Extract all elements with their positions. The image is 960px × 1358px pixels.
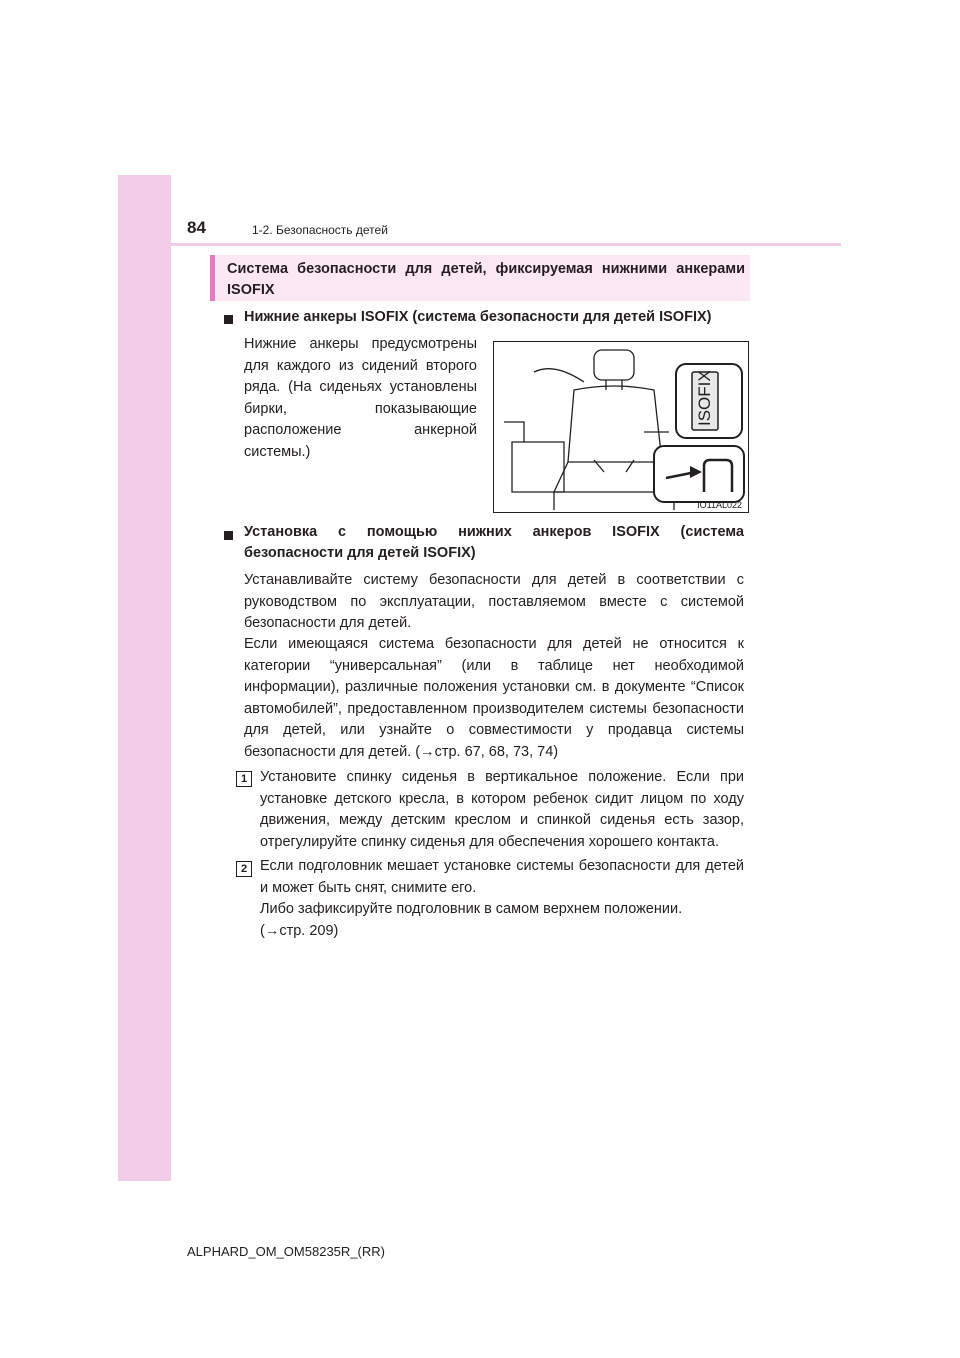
- isofix-seat-illustration: [493, 341, 749, 513]
- page-sidebar-tab: [118, 175, 171, 1181]
- header-rule: [171, 243, 841, 246]
- step-2-line-a: Если подголовник мешает установке системы безопасности для детей и может быть снят, снимите его.: [260, 858, 744, 896]
- lower-anchors-description: Нижние анкеры предусмотрены для каждого из сидений второго ряда. (На сиденьях установлены бирки, показывающие расположение анкерной системы.): [244, 336, 477, 460]
- page-number: 84: [187, 218, 206, 237]
- subsection-title-installation-line1: Установка с помощью нижних анкеров ISOFIX (система: [244, 524, 744, 540]
- subsection-title-installation-line2: безопасности для детей ISOFIX): [244, 545, 476, 561]
- document-footer-code: ALPHARD_OM_OM58235R_(RR): [187, 1244, 385, 1259]
- topic-title-line1: Система безопасности для детей, фиксируемая нижними анкерами: [227, 261, 745, 277]
- isofix-tag-text: ISOFIX: [695, 370, 714, 426]
- seat-drawing: [494, 342, 748, 512]
- installation-paragraph-2: Если имеющаяся система безопасности для детей не относится к категории “универсальная” (или в таблице нет необходимой информации), различные положения установки см. в документе “Список автомобилей”, предоставленном производителем системы безопасности для детей, или узнайте о совместимости у продавца системы безопасности для детей. (→стр. 67, 68, 73, 74): [244, 636, 744, 760]
- step-2-line-b: Либо зафиксируйте подголовник в самом верхнем положении.: [260, 901, 683, 917]
- figure-code: IO11AL022: [697, 500, 742, 510]
- section-title: 1-2. Безопасность детей: [252, 223, 388, 237]
- step-number-1: 1: [236, 771, 252, 787]
- step-text-1: Установите спинку сиденья в вертикальное положение. Если при установке детского кресла, в котором ребенок сидит лицом по ходу движения, между детским креслом и спинкой сиденья есть зазор, отрегулируйте спинку сиденья для обеспечения хорошего контакта.: [260, 769, 744, 850]
- topic-title-box: [210, 255, 750, 301]
- installation-paragraph-1: Устанавливайте систему безопасности для детей в соответствии с руководством по эксплуатации, поставляемом вместе с системой безопасности для детей.: [244, 572, 744, 631]
- bullet-square-icon: [224, 315, 233, 324]
- bullet-square-icon: [224, 531, 233, 540]
- topic-title-line2: ISOFIX: [227, 282, 275, 298]
- step-text-2: [260, 856, 744, 942]
- step-number-2: 2: [236, 861, 252, 877]
- subsection-title-lower-anchors: Нижние анкеры ISOFIX (система безопасности для детей ISOFIX): [244, 309, 712, 325]
- step-2-page-ref: (→стр. 209): [260, 922, 339, 939]
